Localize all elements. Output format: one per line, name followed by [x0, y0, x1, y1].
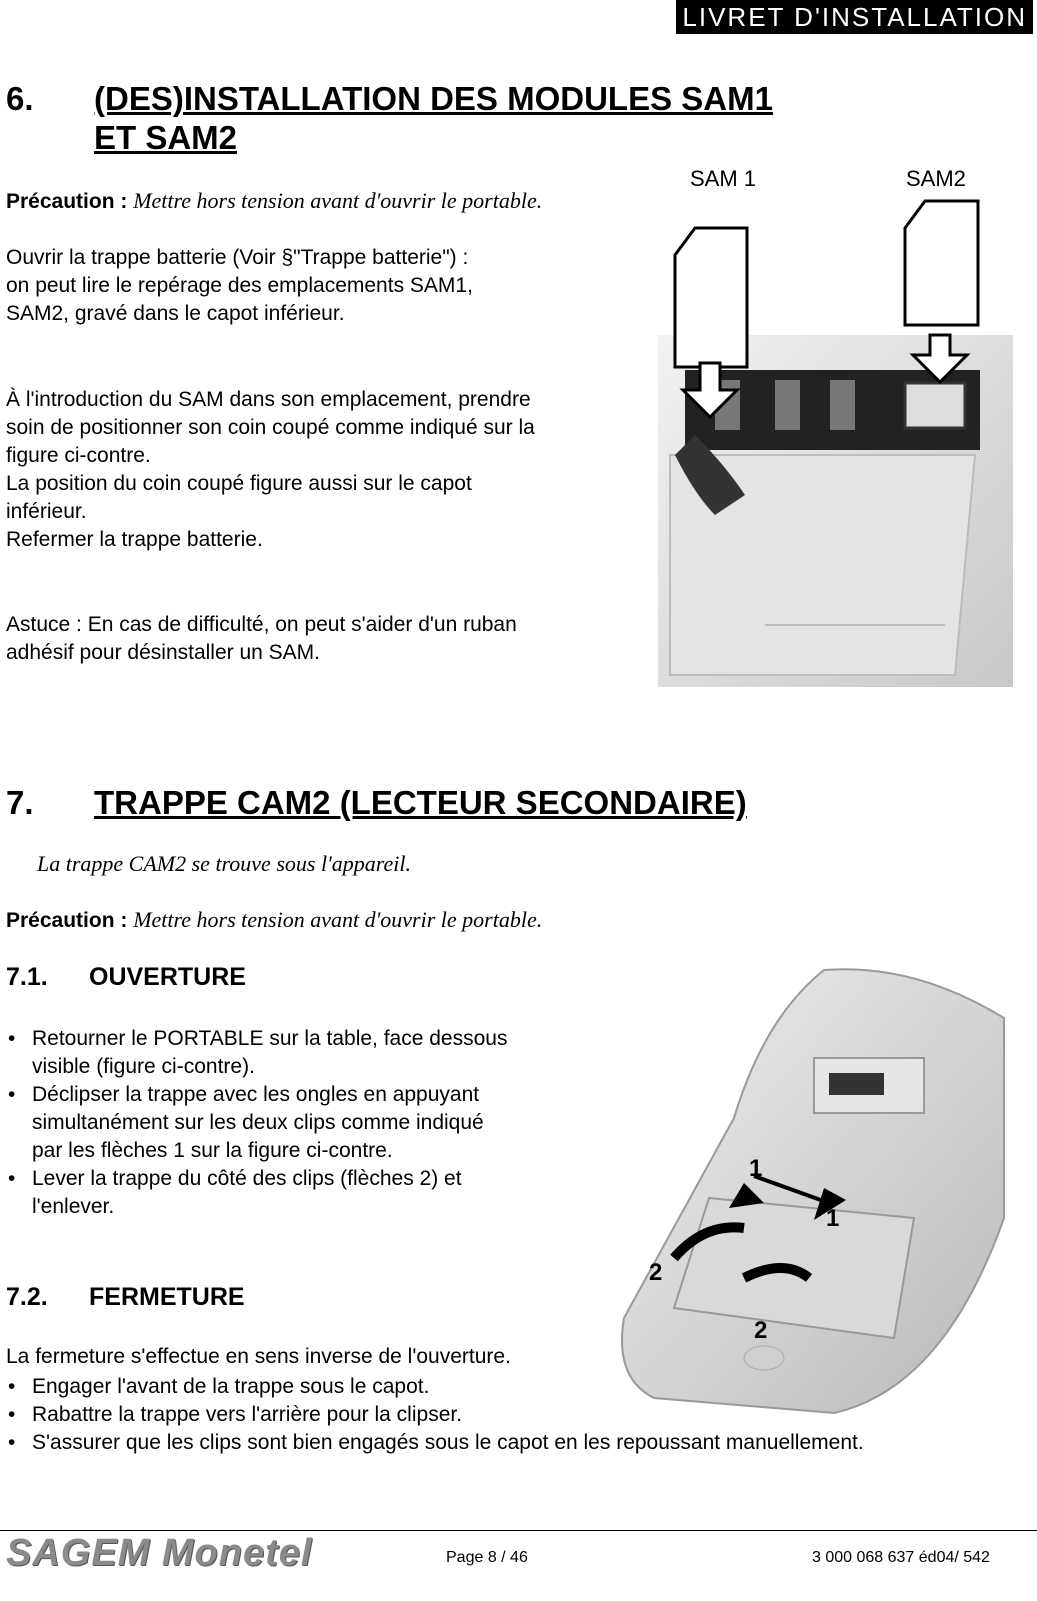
- precaution-label: Précaution :: [6, 909, 128, 932]
- section-6-heading: [6, 80, 906, 160]
- text-line: simultanément sur les deux clips comme indiqué: [32, 1111, 484, 1134]
- sagem-monetel-logo: SAGEM Monetel: [6, 1532, 313, 1574]
- section-number: 7.: [6, 784, 34, 821]
- text-line: inférieur.: [6, 500, 87, 523]
- text-line: Refermer la trappe batterie.: [6, 528, 263, 551]
- device-underside-figure: [614, 958, 1014, 1428]
- paragraph-tip: [6, 611, 646, 667]
- subsection-7-2-title: FERMETURE: [89, 1283, 245, 1311]
- text-line: • Retourner le PORTABLE sur la table, face dessous: [32, 1027, 508, 1050]
- paragraph-sam-insertion: [6, 386, 646, 554]
- text-line: adhésif pour désinstaller un SAM.: [6, 641, 321, 664]
- text-line: l'enlever.: [32, 1195, 115, 1218]
- arrow-2b-label: 2: [754, 1317, 768, 1344]
- closing-intro: La fermeture s'effectue en sens inverse de l'ouverture.: [6, 1345, 511, 1368]
- text-line: figure ci-contre.: [6, 444, 151, 467]
- arrow-2-label: 2: [649, 1259, 663, 1286]
- list-item: [4, 1165, 604, 1221]
- text-line: on peut lire le repérage des emplacements SAM1,: [6, 274, 473, 297]
- list-item: • Rabattre la trappe vers l'arrière pour la clipser.: [4, 1401, 1024, 1429]
- document-header-tag: LIVRET D'INSTALLATION: [676, 0, 1033, 34]
- subsection-7-2-number: 7.2.: [6, 1283, 48, 1311]
- text-line: soin de positionner son coin coupé comme indiqué sur la: [6, 416, 535, 439]
- text-line: visible (figure ci-contre).: [32, 1055, 255, 1078]
- text-line: • Lever la trappe du côté des clips (flèches 2) et: [32, 1167, 462, 1190]
- precaution-7: [6, 906, 542, 935]
- section-title-line2: ET SAM2: [94, 119, 238, 156]
- subsection-7-1-number: 7.1.: [6, 963, 48, 991]
- text-line: • Déclipser la trappe avec les ongles en appuyant: [32, 1083, 480, 1106]
- list-item: [4, 1025, 604, 1081]
- section-title: TRAPPE CAM2 (LECTEUR SECONDAIRE): [94, 784, 747, 821]
- paragraph-open-battery: [6, 244, 626, 328]
- precaution-label: Précaution :: [6, 190, 128, 213]
- text-line: Astuce : En cas de difficulté, on peut s'aider d'un ruban: [6, 613, 517, 636]
- sam-slots-figure: [655, 195, 1015, 695]
- document-reference: 3 000 068 637 éd04/ 542: [812, 1549, 990, 1566]
- arrow-1-label: 1: [749, 1155, 763, 1182]
- footer-divider: [0, 1530, 1037, 1531]
- precaution-text: Mettre hors tension avant d'ouvrir le portable.: [133, 907, 543, 932]
- section-7-heading: [6, 784, 906, 824]
- text-line: SAM2, gravé dans le capot inférieur.: [6, 302, 345, 325]
- opening-steps-list: [4, 1025, 604, 1221]
- precaution-text: Mettre hors tension avant d'ouvrir le portable.: [133, 188, 543, 213]
- section-number: 6.: [6, 80, 34, 117]
- text-line: Ouvrir la trappe batterie (Voir §"Trappe batterie") :: [6, 246, 469, 269]
- text-line: À l'introduction du SAM dans son emplacement, prendre: [6, 388, 531, 411]
- text-line: La position du coin coupé figure aussi sur le capot: [6, 472, 472, 495]
- section-title-line1: (DES)INSTALLATION DES MODULES SAM1: [94, 80, 773, 117]
- section-7-intro: La trappe CAM2 se trouve sous l'appareil.: [37, 851, 411, 876]
- list-item: • Engager l'avant de la trappe sous le capot.: [4, 1373, 1024, 1401]
- arrow-1b-label: 1: [826, 1205, 840, 1232]
- sam2-label: SAM2: [906, 166, 966, 191]
- page-number: Page 8 / 46: [446, 1549, 528, 1566]
- sam1-card-icon: [675, 228, 747, 367]
- list-item: • S'assurer que les clips sont bien engagés sous le capot en les repoussant manuellement.: [4, 1429, 1024, 1457]
- sam1-label: SAM 1: [690, 166, 757, 191]
- precaution-6: [6, 187, 542, 216]
- text-line: par les flèches 1 sur la figure ci-contre.: [32, 1139, 393, 1162]
- sam2-card-icon: [905, 201, 978, 325]
- list-item: [4, 1081, 604, 1165]
- subsection-7-1-title: OUVERTURE: [89, 963, 246, 991]
